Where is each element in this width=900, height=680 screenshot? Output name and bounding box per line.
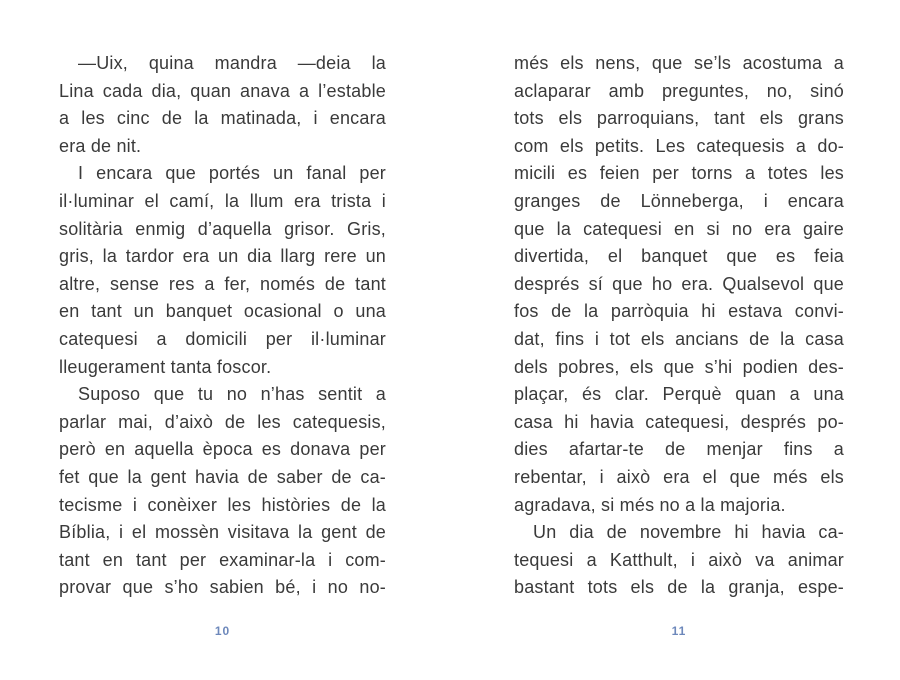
text-line: parlar mai, d’això de les catequesis, [59,411,386,432]
text-line: altre, sense res a fer, només de tant [59,273,386,294]
page-number-left: 10 [214,624,231,638]
text-line: rebentar, i això era el que més els [514,466,844,487]
text-line: com els petits. Les catequesis a do- [514,135,844,156]
text-line: solitària enmig d’aquella grisor. Gris, [59,218,386,239]
page-right-text [514,50,844,602]
text-line: dels pobres, els que s’hi podien des- [514,356,844,377]
text-line: dies afartar-te de menjar fins a [514,439,844,460]
text-line: a les cinc de la matinada, i encara [59,108,386,129]
text-line: tant en tant per examinar-la i com- [59,549,386,570]
text-line: era de nit. [59,135,142,156]
text-line: agradava, si més no a la majoria. [514,494,786,515]
text-line: Un dia de novembre hi havia ca- [533,522,844,543]
text-line: granges de Lönneberga, i encara [514,190,844,211]
text-line: provar que s’ho sabien bé, i no no- [59,577,386,598]
text-line: I encara que portés un fanal per [78,163,386,184]
text-line: catequesi a domicili per il·luminar [59,328,386,349]
text-line: en tant un banquet ocasional o una [59,301,386,322]
page-number-right: 11 [671,624,687,638]
text-line: dat, fins i tot els ancians de la casa [514,328,844,349]
text-line: —Uix, quina mandra —deia la [78,53,386,73]
text-line: fet que la gent havia de saber de ca- [59,466,386,487]
text-line: després sí que ho era. Qualsevol que [514,273,844,294]
text-line: lleugerament tanta foscor. [59,356,272,377]
text-line: més els nens, que se’ls acostuma a [514,53,844,73]
text-line: però en aquella època es donava per [59,439,386,460]
text-line: plaçar, és clar. Perquè quan a una [514,384,844,405]
text-line: bastant tots els de la granja, espe- [514,577,844,598]
text-line: tequesi a Katthult, i això va animar [514,549,844,570]
text-line: fos de la parròquia hi estava convi- [514,301,844,322]
text-line: micili es feien per torns a totes les [514,163,844,184]
text-line: que la catequesi en si no era gaire [514,218,844,239]
text-line: tots els parroquians, tant els grans [514,108,844,129]
text-line: casa hi havia catequesi, després po- [514,411,844,432]
text-line: Suposo que tu no n’has sentit a [78,384,386,405]
text-line: tecisme i conèixer les històries de la [59,494,386,515]
page-left-text [59,50,386,602]
text-line: gris, la tardor era un dia llarg rere un [59,246,386,267]
text-line: Bíblia, i el mossèn visitava la gent de [59,522,386,543]
text-line: divertida, el banquet que es feia [514,246,844,267]
text-line: aclaparar amb preguntes, no, sinó [514,80,844,101]
text-line: Lina cada dia, quan anava a l’estable [59,80,386,101]
text-line: il·luminar el camí, la llum era trista i [59,190,386,211]
